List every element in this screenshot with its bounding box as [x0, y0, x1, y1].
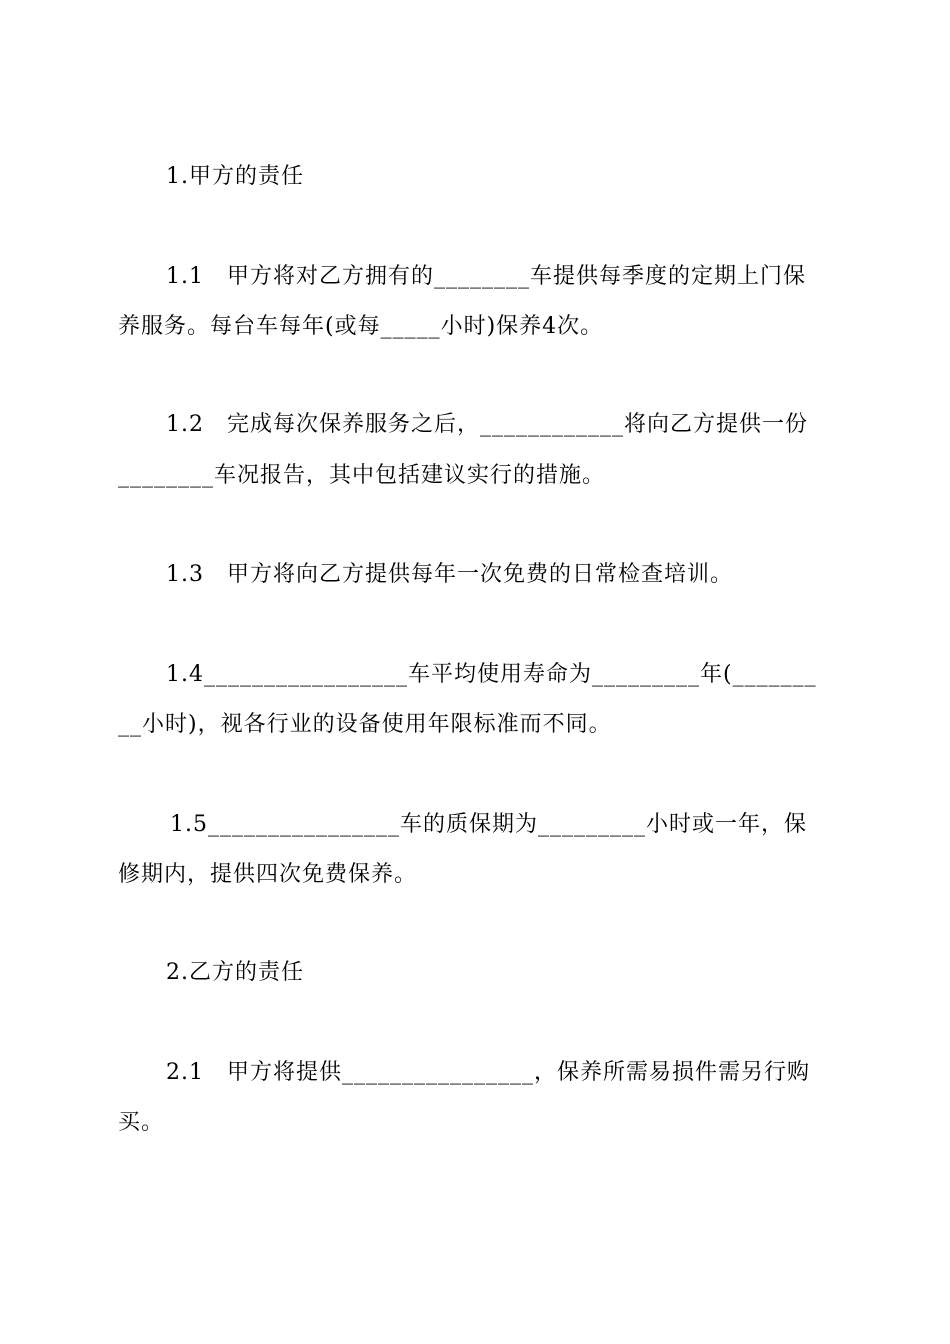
section-2-heading: 2.乙方的责任: [166, 960, 304, 985]
clause-1-1-line-2: 养服务。每台车每年(或每_____小时)保养4次。: [118, 314, 604, 339]
clause-1-4-line-2: __小时)，视各行业的设备使用年限标准而不同。: [118, 712, 612, 737]
section-1-heading: 1.甲方的责任: [166, 164, 304, 189]
clause-1-5-line-1: 1.5________________车的质保期为_________小时或一年，保: [170, 812, 807, 837]
clause-2-1-line-1: 2.1 甲方将提供________________，保养所需易损件需另行购: [166, 1060, 810, 1085]
clause-1-1-line-1: 1.1 甲方将对乙方拥有的________车提供每季度的定期上门保: [166, 264, 806, 289]
clause-1-2-line-1: 1.2 完成每次保养服务之后，____________将向乙方提供一份: [166, 412, 808, 437]
clause-2-1-line-2: 买。: [118, 1110, 165, 1135]
clause-1-3-line-1: 1.3 甲方将向乙方提供每年一次免费的日常检查培训。: [166, 562, 733, 587]
clause-1-5-line-2: 修期内，提供四次免费保养。: [118, 862, 418, 887]
clause-1-2-line-2: ________车况报告，其中包括建议实行的措施。: [118, 463, 606, 488]
clause-1-4-line-1: 1.4_________________车平均使用寿命为_________年(_______: [166, 662, 817, 687]
